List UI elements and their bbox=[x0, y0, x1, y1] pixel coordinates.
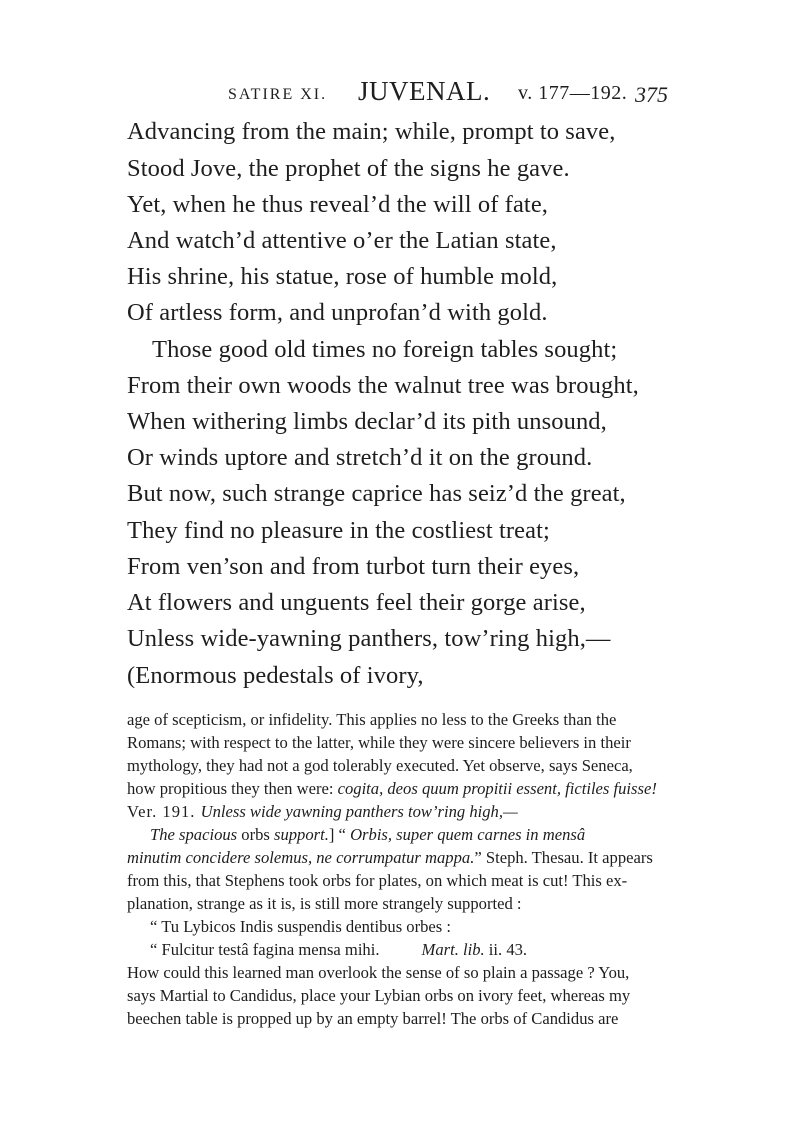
note-line: mythology, they had not a god tolerably executed. Yet observe, says Seneca, bbox=[127, 756, 633, 775]
note-line: Romans; with respect to the latter, while they were sincere believers in their bbox=[127, 733, 631, 752]
citation: ii. 43. bbox=[484, 940, 528, 959]
note-line bbox=[127, 778, 657, 799]
verse-line: And watch’d attentive o’er the Latian state, bbox=[127, 227, 557, 254]
note-lemma: support. bbox=[274, 825, 329, 844]
note-latin-quote: Orbis, super quem carnes in mensâ bbox=[350, 825, 586, 844]
note-line bbox=[127, 801, 518, 822]
verse-line: From their own woods the walnut tree was brought, bbox=[127, 372, 639, 399]
verse-line: (Enormous pedestals of ivory, bbox=[127, 662, 424, 689]
verse-line: His shrine, his statue, rose of humble mold, bbox=[127, 263, 558, 290]
note-text: how propitious they then were: bbox=[127, 779, 338, 798]
note-text: ] “ bbox=[328, 825, 351, 844]
verse-line: Yet, when he thus reveal’d the will of fate, bbox=[127, 191, 549, 218]
verse-line: But now, such strange caprice has seiz’d the great, bbox=[127, 480, 626, 507]
verse-line: Stood Jove, the prophet of the signs he gave. bbox=[127, 155, 570, 182]
header-author: JUVENAL. bbox=[358, 76, 491, 106]
verse-reference: Ver. 191. bbox=[127, 802, 201, 821]
header-line-range: v. 177—192. bbox=[518, 82, 628, 104]
note-text: orbs bbox=[237, 825, 274, 844]
note-line: says Martial to Candidus, place your Lybian orbs on ivory feet, whereas my bbox=[127, 986, 631, 1005]
verse-line: From ven’son and from turbot turn their eyes, bbox=[127, 553, 580, 580]
note-text: ” Steph. Thesau. It appears bbox=[474, 848, 653, 867]
note-line: planation, strange as it is, is still more strangely supported : bbox=[127, 894, 522, 913]
note-line: age of scepticism, or infidelity. This applies no less to the Greeks than the bbox=[127, 710, 617, 729]
note-line bbox=[150, 824, 585, 845]
header-satire-number: SATIRE XI. bbox=[228, 86, 328, 103]
note-line bbox=[127, 847, 653, 868]
verse-line: Of artless form, and unprofan’d with gold. bbox=[127, 299, 548, 326]
note-line: “ Tu Lybicos Indis suspendis dentibus orbes : bbox=[150, 917, 452, 936]
note-line: How could this learned man overlook the sense of so plain a passage ? You, bbox=[127, 963, 630, 982]
verse-line: When withering limbs declar’d its pith unsound, bbox=[127, 408, 607, 435]
verse-line: Unless wide-yawning panthers, tow’ring high,— bbox=[127, 625, 611, 652]
verse-line: Advancing from the main; while, prompt to save, bbox=[127, 118, 616, 145]
note-quote: “ Fulcitur testâ fagina mensa mihi. bbox=[150, 940, 380, 959]
page-number: 375 bbox=[635, 82, 668, 107]
note-latin-quote: minutim concidere solemus, ne corrumpatur mappa. bbox=[127, 848, 475, 867]
note-lemma: Unless wide yawning panthers tow’ring high,— bbox=[200, 802, 518, 821]
note-line: from this, that Stephens took orbs for plates, on which meat is cut! This ex- bbox=[127, 871, 628, 890]
note-latin-quote: cogita, deos quum propitii essent, fictiles fuisse! bbox=[337, 779, 657, 798]
note-lemma: The spacious bbox=[150, 825, 238, 844]
running-header bbox=[228, 76, 768, 112]
verse-line: At flowers and unguents feel their gorge arise, bbox=[127, 589, 586, 616]
note-line bbox=[150, 939, 527, 960]
verse-line: Or winds uptore and stretch’d it on the ground. bbox=[127, 444, 593, 471]
citation: Mart. lib. bbox=[421, 940, 485, 959]
note-line: beechen table is propped up by an empty barrel! The orbs of Candidus are bbox=[127, 1009, 619, 1028]
verse-line: They find no pleasure in the costliest treat; bbox=[127, 517, 550, 544]
verse-line: Those good old times no foreign tables sought; bbox=[152, 336, 618, 363]
